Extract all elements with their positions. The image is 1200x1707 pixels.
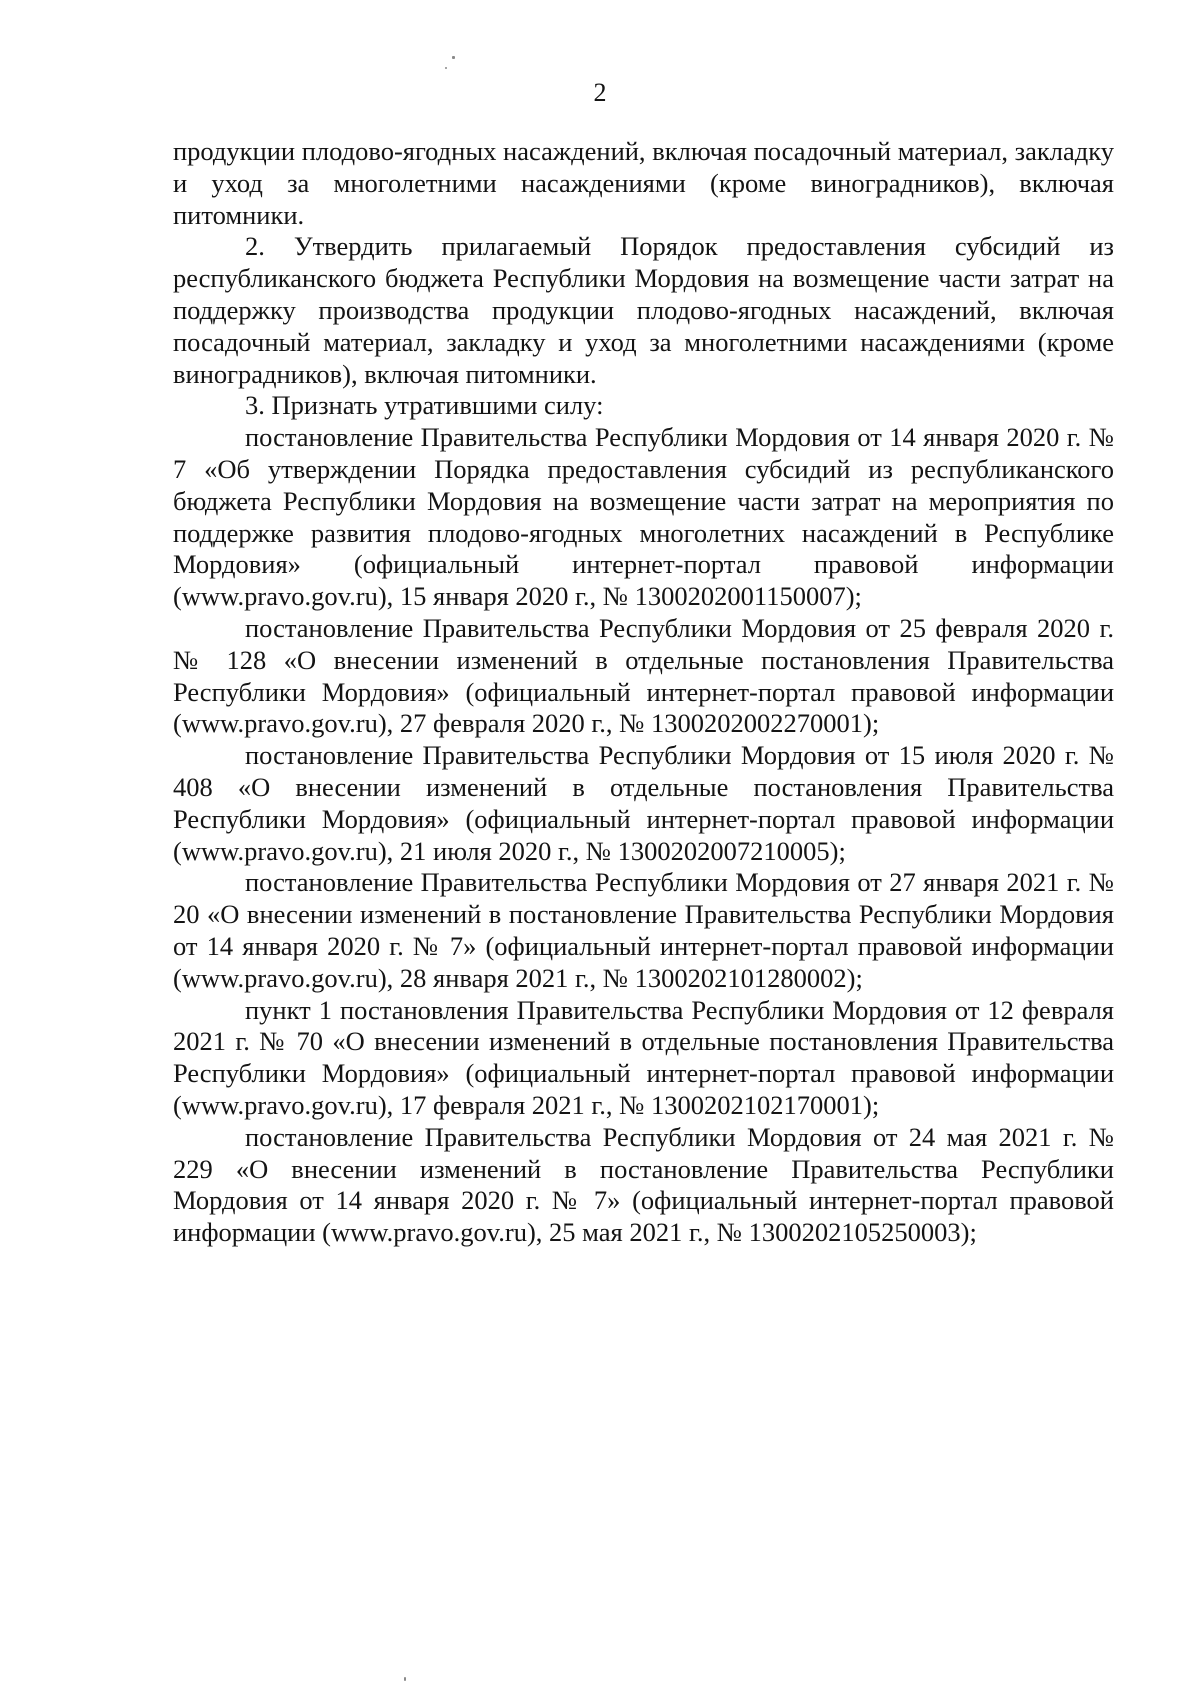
scan-speck (404, 1677, 406, 1681)
scan-speck (445, 67, 447, 69)
repealed-act-4: постановление Правительства Республики Мордовия от 27 января 2021 г. № 20 «О внесении изменений в постановление Правительства Республики Мордовия от 14 января 2020 г. № 7» (официальный интернет-портал правовой информации (www.pravo.gov.ru), 28 января 2021 г., № 1300202101280002); (173, 867, 1114, 993)
document-body (173, 136, 1114, 1249)
paragraph-item-2: 2. Утвердить прилагаемый Порядок предоставления субсидий из республиканского бюджета Республики Мордовия на возмещение части затрат на поддержку производства продукции плодово-ягодных насаждений, включая посадочный материал, закладку и уход за многолетними насаждениями (кроме виноградников), включая питомники. (173, 231, 1114, 389)
repealed-act-2: постановление Правительства Республики Мордовия от 25 февраля 2020 г. № 128 «О внесении изменений в отдельные постановления Правительства Республики Мордовия» (официальный интернет-портал правовой информации (www.pravo.gov.ru), 27 февраля 2020 г., № 1300202002270001); (173, 612, 1114, 739)
repealed-act-1: постановление Правительства Республики Мордовия от 14 января 2020 г. № 7 «Об утверждении Порядка предоставления субсидий из республиканского бюджета Республики Мордовия на возмещение части затрат на мероприятия по поддержке развития плодово-ягодных многолетних насаждений в Республике Мордовия» (официальный интернет-портал правовой информации (www.pravo.gov.ru), 15 января 2020 г., № 1300202001150007); (173, 422, 1114, 612)
repealed-act-5: пункт 1 постановления Правительства Республики Мордовия от 12 февраля 2021 г. № 70 «О внесении изменений в отдельные постановления Правительства Республики Мордовия» (официальный интернет-портал правовой информации (www.pravo.gov.ru), 17 февраля 2021 г., № 1300202102170001); (173, 994, 1114, 1120)
paragraph-continuation: продукции плодово-ягодных насаждений, включая посадочный материал, закладку и уход за многолетними насаждениями (кроме виноградников), включая питомники. (173, 136, 1114, 230)
repealed-act-6: постановление Правительства Республики Мордовия от 24 мая 2021 г. № 229 «О внесении изменений в постановление Правительства Республики Мордовия от 14 января 2020 г. № 7» (официальный интернет-портал правовой информации (www.pravo.gov.ru), 25 мая 2021 г., № 1300202105250003); (173, 1121, 1114, 1248)
scan-speck (452, 56, 455, 59)
page-number: 2 (593, 78, 607, 107)
repealed-act-3: постановление Правительства Республики Мордовия от 15 июля 2020 г. № 408 «О внесении изменений в отдельные постановления Правительства Республики Мордовия» (официальный интернет-портал правовой информации (www.pravo.gov.ru), 21 июля 2020 г., № 1300202007210005); (173, 740, 1114, 866)
paragraph-item-3: 3. Признать утратившими силу: (245, 390, 604, 421)
